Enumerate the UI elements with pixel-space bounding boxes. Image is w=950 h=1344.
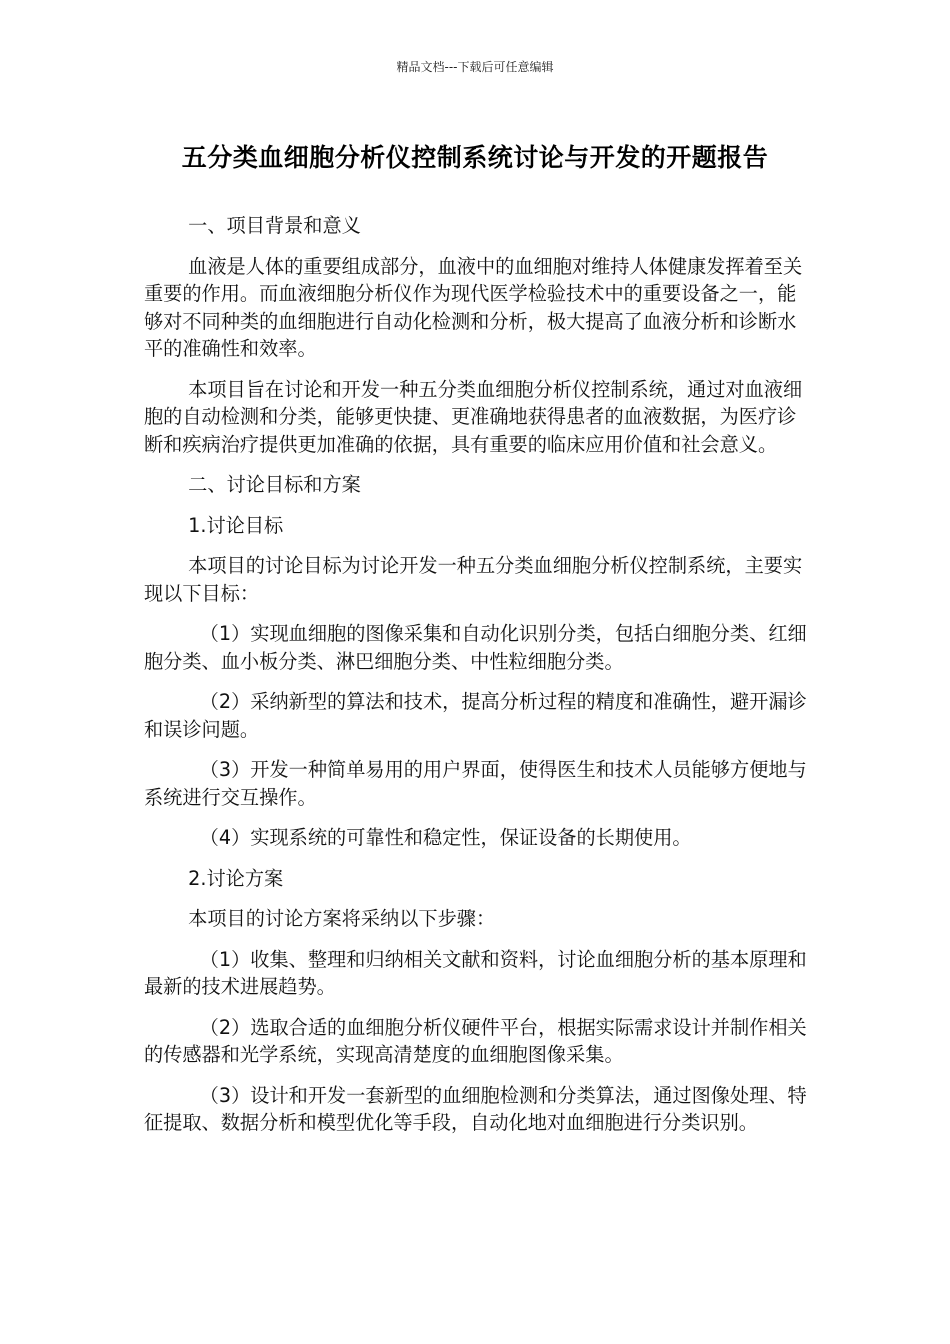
section-heading: 一、项目背景和意义 bbox=[188, 214, 361, 237]
header-note: 精品文档---下载后可任意编辑 bbox=[396, 60, 554, 74]
goal-item: （3）开发一种简单易用的用户界面，使得医生和技术人员能够方便地与系统进行交互操作。 bbox=[144, 758, 807, 809]
goal-item: （2）采纳新型的算法和技术，提高分析过程的精度和准确性，避开漏诊和误诊问题。 bbox=[144, 690, 807, 741]
subsection-heading: 2.讨论方案 bbox=[188, 866, 284, 890]
plan-item: （1）收集、整理和归纳相关文献和资料，讨论血细胞分析的基本原理和最新的技术进展趋势。 bbox=[144, 947, 807, 998]
goal-item: （4）实现系统的可靠性和稳定性，保证设备的长期使用。 bbox=[199, 826, 692, 849]
paragraph: 血液是人体的重要组成部分，血液中的血细胞对维持人体健康发挥着至关重要的作用。而血液细胞分析仪作为现代医学检验技术中的重要设备之一，能够对不同种类的血细胞进行自动化检测和分析，极大提高了血液分析和诊断水平的准确性和效率。 bbox=[144, 254, 803, 360]
paragraph: 本项目的讨论方案将采纳以下步骤： bbox=[188, 907, 496, 930]
plan-item: （2）选取合适的血细胞分析仪硬件平台，根据实际需求设计并制作相关的传感器和光学系统，实现高清楚度的血细胞图像采集。 bbox=[144, 1015, 807, 1066]
document-title: 五分类血细胞分析仪控制系统讨论与开发的开题报告 bbox=[181, 143, 769, 172]
section-heading: 二、讨论目标和方案 bbox=[188, 473, 361, 496]
subsection-heading: 1.讨论目标 bbox=[188, 513, 284, 537]
paragraph: 本项目旨在讨论和开发一种五分类血细胞分析仪控制系统，通过对血液细胞的自动检测和分类，能够更快捷、更准确地获得患者的血液数据，为医疗诊断和疾病治疗提供更加准确的依据，具有重要的临床应用价值和社会意义。 bbox=[144, 377, 803, 456]
goal-item: （1）实现血细胞的图像采集和自动化识别分类，包括白细胞分类、红细胞分类、血小板分类、淋巴细胞分类、中性粒细胞分类。 bbox=[144, 622, 807, 673]
document-body bbox=[144, 212, 812, 1150]
paragraph: 本项目的讨论目标为讨论开发一种五分类血细胞分析仪控制系统，主要实现以下目标： bbox=[144, 554, 803, 605]
plan-item: （3）设计和开发一套新型的血细胞检测和分类算法，通过图像处理、特征提取、数据分析和模型优化等手段，自动化地对血细胞进行分类识别。 bbox=[144, 1083, 807, 1134]
